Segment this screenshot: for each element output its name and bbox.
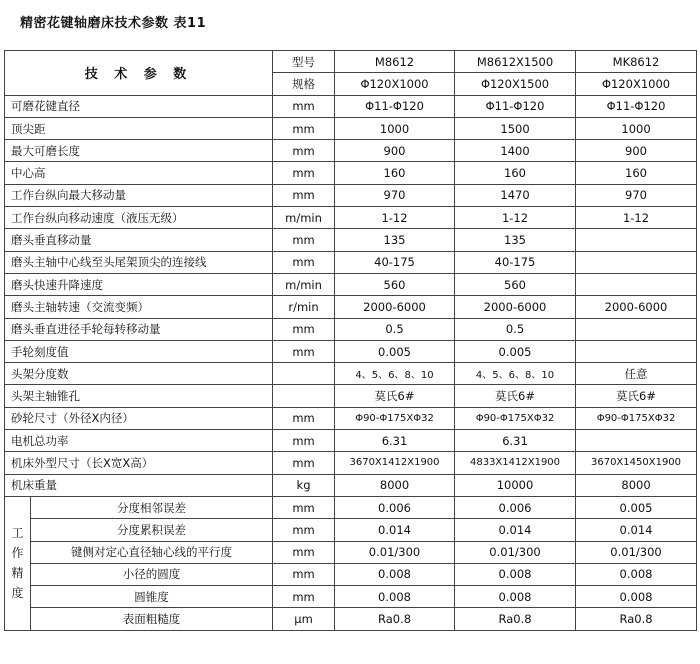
- param-value: 10000: [455, 474, 576, 496]
- table-row: [5, 207, 697, 229]
- param-value: Φ90-Φ175XΦ32: [576, 407, 697, 429]
- param-value: 900: [335, 140, 455, 162]
- precision-unit: μm: [273, 608, 335, 630]
- param-value: 4833X1412X1900: [455, 452, 576, 474]
- param-name: 机床外型尺寸（长X宽X高）: [5, 452, 273, 474]
- param-value: Φ90-Φ175XΦ32: [455, 407, 576, 429]
- precision-value: Ra0.8: [576, 608, 697, 630]
- precision-value: 0.014: [576, 519, 697, 541]
- table-row: [5, 184, 697, 206]
- param-value: 900: [576, 140, 697, 162]
- precision-label-char: 工: [11, 526, 24, 541]
- param-value: 40-175: [335, 251, 455, 273]
- precision-value: 0.006: [455, 496, 576, 518]
- table-row: [5, 407, 697, 429]
- tech-param-heading: 技 术 参 数: [5, 51, 273, 96]
- precision-value: 0.008: [335, 563, 455, 585]
- precision-unit: mm: [273, 541, 335, 563]
- param-name: 磨头垂直移动量: [5, 229, 273, 251]
- param-name: 中心高: [5, 162, 273, 184]
- precision-name: 圆锥度: [31, 586, 273, 608]
- precision-value: 0.008: [576, 586, 697, 608]
- precision-name: 小径的圆度: [31, 563, 273, 585]
- spec-label: 规格: [273, 73, 335, 95]
- param-value: 8000: [335, 474, 455, 496]
- spec-table: [4, 50, 697, 631]
- precision-value: 0.014: [455, 519, 576, 541]
- param-value: 1470: [455, 184, 576, 206]
- param-value: 1400: [455, 140, 576, 162]
- param-name: 手轮刻度值: [5, 340, 273, 362]
- table-row: [5, 541, 697, 563]
- table-row: [5, 117, 697, 139]
- table-row: [5, 296, 697, 318]
- param-name: 磨头垂直进径手轮每转移动量: [5, 318, 273, 340]
- precision-label-char: 作: [11, 546, 24, 561]
- param-value: [576, 318, 697, 340]
- param-unit: r/min: [273, 296, 335, 318]
- param-name: 可磨花键直径: [5, 95, 273, 117]
- table-row: [5, 385, 697, 407]
- param-name: 磨头主轴中心线至头尾架顶尖的连接线: [5, 251, 273, 273]
- param-value: 970: [335, 184, 455, 206]
- table-row: [5, 229, 697, 251]
- precision-value: 0.006: [335, 496, 455, 518]
- param-unit: mm: [273, 430, 335, 452]
- param-value: 莫氏6#: [335, 385, 455, 407]
- precision-label-char: 精: [11, 566, 24, 581]
- param-value: 0.005: [335, 340, 455, 362]
- param-value: [576, 430, 697, 452]
- param-value: 任意: [576, 363, 697, 385]
- spec-cell: Φ120X1500: [455, 73, 576, 95]
- param-value: Φ11-Φ120: [335, 95, 455, 117]
- precision-name: 键侧对定心直径轴心线的平行度: [31, 541, 273, 563]
- header-row-model: [5, 51, 697, 73]
- param-unit: mm: [273, 318, 335, 340]
- param-value: 40-175: [455, 251, 576, 273]
- param-value: 6.31: [455, 430, 576, 452]
- param-value: 莫氏6#: [455, 385, 576, 407]
- param-unit: mm: [273, 251, 335, 273]
- param-value: 160: [455, 162, 576, 184]
- table-row: [5, 496, 697, 518]
- table-row: [5, 563, 697, 585]
- param-value: [576, 340, 697, 362]
- table-row: [5, 363, 697, 385]
- param-value: 1500: [455, 117, 576, 139]
- precision-name: 分度相邻误差: [31, 496, 273, 518]
- param-value: 0.005: [455, 340, 576, 362]
- precision-value: 0.01/300: [335, 541, 455, 563]
- table-row: [5, 162, 697, 184]
- param-value: 135: [335, 229, 455, 251]
- precision-value: 0.005: [576, 496, 697, 518]
- model-cell: M8612: [335, 51, 455, 73]
- param-name: 最大可磨长度: [5, 140, 273, 162]
- precision-value: 0.008: [335, 586, 455, 608]
- param-value: Φ90-Φ175XΦ32: [335, 407, 455, 429]
- param-name: 工作台纵向最大移动量: [5, 184, 273, 206]
- param-value: Φ11-Φ120: [455, 95, 576, 117]
- param-name: 磨头快速升降速度: [5, 273, 273, 295]
- param-value: 0.5: [455, 318, 576, 340]
- param-value: 1-12: [455, 207, 576, 229]
- precision-group-label: [5, 496, 31, 630]
- table-row: [5, 519, 697, 541]
- param-value: 8000: [576, 474, 697, 496]
- param-value: 160: [335, 162, 455, 184]
- precision-value: 0.014: [335, 519, 455, 541]
- param-value: Φ11-Φ120: [576, 95, 697, 117]
- table-row: [5, 251, 697, 273]
- spec-cell: Φ120X1000: [576, 73, 697, 95]
- param-unit: [273, 363, 335, 385]
- param-unit: m/min: [273, 207, 335, 229]
- table-row: [5, 474, 697, 496]
- param-name: 电机总功率: [5, 430, 273, 452]
- param-name: 机床重量: [5, 474, 273, 496]
- param-value: 0.5: [335, 318, 455, 340]
- param-value: 1000: [576, 117, 697, 139]
- param-value: 2000-6000: [455, 296, 576, 318]
- precision-value: 0.008: [576, 563, 697, 585]
- param-unit: mm: [273, 184, 335, 206]
- param-value: 4、5、6、8、10: [335, 363, 455, 385]
- precision-unit: mm: [273, 586, 335, 608]
- param-unit: mm: [273, 407, 335, 429]
- param-value: 6.31: [335, 430, 455, 452]
- table-row: [5, 452, 697, 474]
- param-unit: kg: [273, 474, 335, 496]
- param-unit: mm: [273, 340, 335, 362]
- param-value: 3670X1450X1900: [576, 452, 697, 474]
- param-value: 3670X1412X1900: [335, 452, 455, 474]
- model-cell: MK8612: [576, 51, 697, 73]
- param-value: [576, 273, 697, 295]
- precision-value: 0.008: [455, 563, 576, 585]
- model-label: 型号: [273, 51, 335, 73]
- precision-value: 0.01/300: [576, 541, 697, 563]
- precision-unit: mm: [273, 563, 335, 585]
- table-row: [5, 273, 697, 295]
- param-value: [576, 229, 697, 251]
- table-row: [5, 95, 697, 117]
- param-unit: m/min: [273, 273, 335, 295]
- param-name: 头架分度数: [5, 363, 273, 385]
- param-value: 1-12: [335, 207, 455, 229]
- param-value: 1000: [335, 117, 455, 139]
- param-value: 160: [576, 162, 697, 184]
- precision-unit: mm: [273, 519, 335, 541]
- param-unit: mm: [273, 117, 335, 139]
- param-value: 1-12: [576, 207, 697, 229]
- precision-value: 0.008: [455, 586, 576, 608]
- param-value: 莫氏6#: [576, 385, 697, 407]
- param-unit: mm: [273, 140, 335, 162]
- param-value: 2000-6000: [335, 296, 455, 318]
- page-title: 精密花键轴磨床技术参数 表11: [20, 16, 207, 31]
- table-row: [5, 430, 697, 452]
- precision-label-char: 度: [11, 586, 24, 601]
- table-row: [5, 608, 697, 630]
- param-value: [576, 251, 697, 273]
- param-unit: mm: [273, 229, 335, 251]
- param-name: 磨头主轴转速（交流变频）: [5, 296, 273, 318]
- table-row: [5, 340, 697, 362]
- param-name: 砂轮尺寸（外径X内径）: [5, 407, 273, 429]
- precision-value: Ra0.8: [455, 608, 576, 630]
- param-unit: mm: [273, 162, 335, 184]
- model-cell: M8612X1500: [455, 51, 576, 73]
- table-row: [5, 586, 697, 608]
- spec-cell: Φ120X1000: [335, 73, 455, 95]
- precision-value: 0.01/300: [455, 541, 576, 563]
- param-name: 头架主轴锥孔: [5, 385, 273, 407]
- param-name: 工作台纵向移动速度（液压无级）: [5, 207, 273, 229]
- precision-name: 分度累积误差: [31, 519, 273, 541]
- precision-name: 表面粗糙度: [31, 608, 273, 630]
- param-value: 970: [576, 184, 697, 206]
- table-row: [5, 318, 697, 340]
- spec-table-body: [5, 51, 697, 631]
- param-value: 560: [335, 273, 455, 295]
- param-value: 560: [455, 273, 576, 295]
- param-value: 4、5、6、8、10: [455, 363, 576, 385]
- param-unit: [273, 385, 335, 407]
- param-value: 2000-6000: [576, 296, 697, 318]
- precision-unit: mm: [273, 496, 335, 518]
- table-row: [5, 140, 697, 162]
- precision-value: Ra0.8: [335, 608, 455, 630]
- param-name: 顶尖距: [5, 117, 273, 139]
- param-unit: mm: [273, 452, 335, 474]
- param-unit: mm: [273, 95, 335, 117]
- param-value: 135: [455, 229, 576, 251]
